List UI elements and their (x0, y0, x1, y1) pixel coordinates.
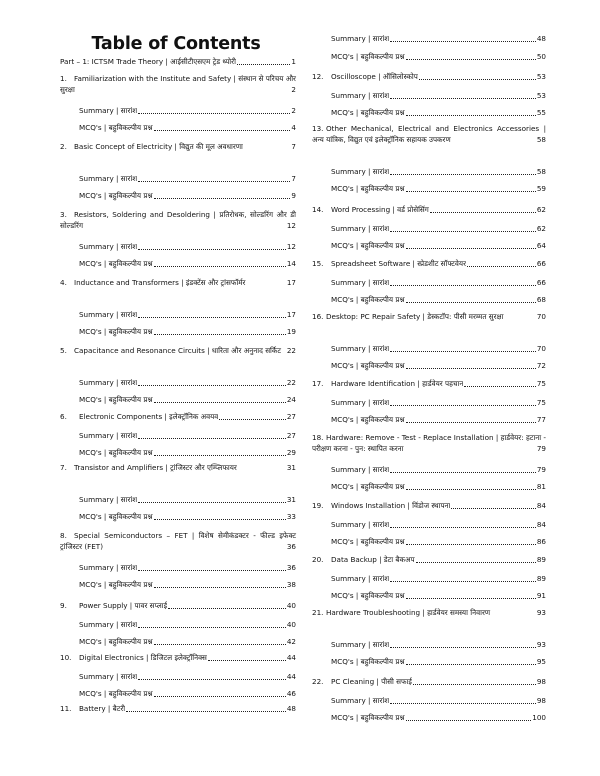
summary-entry-label: Summary | सारांश (79, 105, 138, 115)
dot-leader (406, 544, 536, 545)
dot-leader (406, 115, 536, 116)
mcq-entry-page: 42 (286, 636, 296, 646)
summary-entry-page: 93 (536, 639, 546, 649)
chapter-9-page: 40 (286, 600, 296, 610)
mcq-entry[interactable] (312, 107, 546, 118)
chapter-number: 18. (312, 433, 324, 442)
chapter-title: Resistors, Soldering and Desoldering | प्रतिरोधक, सोल्डरिंग और डी सोल्डरिंग (60, 210, 296, 230)
dot-leader (154, 696, 286, 697)
chapter-14-page: 62 (536, 204, 546, 214)
mcq-entry-label: MCQ's | बहुविकल्पीय प्रश्न (79, 447, 153, 457)
dot-leader (138, 679, 286, 680)
chapter-number: 13. (312, 124, 324, 133)
chapter-page: 79 (536, 443, 546, 453)
chapter-page: 31 (286, 463, 296, 472)
chapter-10[interactable] (60, 652, 296, 663)
summary-entry-page: 89 (536, 573, 546, 583)
chapter-10-page: 44 (286, 652, 296, 662)
chapter-3[interactable] (60, 210, 296, 231)
chapter-1[interactable] (60, 74, 296, 95)
chapter-title: Power Supply | पावर सप्लाई (79, 600, 168, 610)
mcq-entry[interactable] (312, 183, 546, 194)
mcq-entry-page: 38 (286, 579, 296, 589)
dot-leader (390, 703, 536, 704)
summary-entry-label: Summary | सारांश (331, 519, 390, 529)
mcq-entry[interactable] (60, 190, 296, 201)
chapter-title: Hardware Identification | हार्डवेयर पहचान (331, 378, 464, 388)
mcq-entry-label: MCQ's | बहुविकल्पीय प्रश्न (79, 579, 153, 589)
mcq-entry-label: MCQ's | बहुविकल्पीय प्रश्न (331, 712, 405, 722)
dot-leader (406, 422, 536, 423)
chapter-number: 5. (60, 346, 67, 355)
chapter-11-label (60, 704, 125, 715)
mcq-entry-page: 59 (536, 183, 546, 193)
chapter-title: Oscilloscope | ऑसिलोस्कोप (331, 71, 418, 81)
chapter-page: 12 (286, 220, 296, 230)
dot-leader (138, 627, 286, 628)
mcq-entry-page: 64 (536, 240, 546, 250)
summary-entry-page: 48 (536, 33, 546, 43)
chapter-number: 14. (312, 204, 324, 214)
chapter-number: 21. (312, 608, 324, 617)
chapter-title: PC Cleaning | पीसी सफाई (331, 676, 412, 686)
dot-leader (154, 402, 286, 403)
dot-leader (413, 684, 536, 685)
mcq-entry[interactable] (312, 590, 546, 601)
mcq-entry[interactable] (312, 294, 546, 305)
chapter-number: 11. (60, 703, 72, 713)
dot-leader (406, 302, 536, 303)
summary-entry-label: Summary | सारांश (331, 90, 390, 100)
summary-entry[interactable] (312, 90, 546, 101)
chapter-number: 2. (60, 142, 67, 151)
mcq-entry[interactable] (60, 326, 296, 337)
chapter-9-label (60, 601, 167, 612)
chapter-22-label (312, 677, 412, 688)
mcq-entry-label: MCQ's | बहुविकल्पीय प्रश्न (331, 240, 405, 250)
summary-entry-label: Summary | सारांश (79, 562, 138, 572)
chapter-title: Other Mechanical, Electrical and Electronics Accessories | अन्य यांत्रिक, विद्युत एवं इलेक्ट्रॉनिक सहायक उपकरण (312, 124, 546, 144)
summary-entry[interactable] (60, 671, 296, 682)
summary-entry-label: Summary | सारांश (79, 494, 138, 504)
dot-leader (390, 405, 536, 406)
mcq-entry-page: 55 (536, 107, 546, 117)
chapter-6[interactable] (60, 411, 296, 422)
dot-leader (138, 181, 290, 182)
dot-leader (390, 647, 536, 648)
summary-entry[interactable] (312, 397, 546, 408)
mcq-entry-page: 86 (536, 536, 546, 546)
summary-entry-label: Summary | सारांश (79, 173, 138, 183)
chapter-title: Special Semiconductors – FET | विशेष सेमीकंडक्टर - फील्ड इफेक्ट ट्रांजिस्टर (FET) (60, 531, 296, 551)
dot-leader (464, 386, 536, 387)
dot-leader (126, 711, 286, 712)
chapter-title: Transistor and Amplifiers | ट्रांजिस्टर और एम्प्लिफायर (74, 463, 237, 472)
summary-entry-page: 22 (286, 377, 296, 387)
mcq-entry-label: MCQ's | बहुविकल्पीय प्रश्न (331, 656, 405, 666)
chapter-number: 1. (60, 74, 67, 83)
summary-entry[interactable] (312, 223, 546, 234)
dot-leader (416, 562, 536, 563)
dot-leader (390, 98, 536, 99)
chapter-11[interactable] (60, 703, 296, 714)
mcq-entry-label: MCQ's | बहुविकल्पीय प्रश्न (79, 636, 153, 646)
dot-leader (467, 266, 536, 267)
chapter-19[interactable] (312, 500, 546, 511)
chapter-15-label (312, 259, 466, 270)
summary-entry-page: 66 (536, 277, 546, 287)
chapter-title: Spreadsheet Software | स्प्रेडशीट सॉफ्टवेयर (331, 258, 467, 268)
mcq-entry-page: 19 (286, 326, 296, 336)
chapter-title: Windows Installation | विंडोज स्थापना (331, 500, 451, 510)
chapter-number: 20. (312, 554, 324, 564)
chapter-title: Battery | बैटरी (79, 703, 126, 713)
chapter-title: Digital Electronics | डिजिटल इलेक्ट्रॉनिक्स (79, 652, 207, 662)
dot-leader (154, 266, 286, 267)
mcq-entry-label: MCQ's | बहुविकल्पीय प्रश्न (331, 107, 405, 117)
mcq-entry-label: MCQ's | बहुविकल्पीय प्रश्न (331, 590, 405, 600)
mcq-entry-page: 91 (536, 590, 546, 600)
mcq-entry-page: 29 (286, 447, 296, 457)
summary-entry-label: Summary | सारांश (79, 241, 138, 251)
chapter-7[interactable] (60, 463, 296, 474)
mcq-entry[interactable] (312, 240, 546, 251)
dot-leader (390, 285, 536, 286)
chapter-19-page: 84 (536, 500, 546, 510)
summary-entry-label: Summary | सारांश (79, 430, 138, 440)
chapter-14[interactable] (312, 204, 546, 215)
summary-entry[interactable] (312, 277, 546, 288)
mcq-entry-label: MCQ's | बहुविकल्पीय प्रश्न (331, 51, 405, 61)
mcq-entry-label: MCQ's | बहुविकल्पीय प्रश्न (79, 688, 153, 698)
dot-leader (419, 79, 536, 80)
mcq-entry-page: 72 (536, 360, 546, 370)
summary-entry-page: 40 (286, 619, 296, 629)
mcq-entry-label: MCQ's | बहुविकल्पीय प्रश्न (331, 294, 405, 304)
mcq-entry-label: MCQ's | बहुविकल्पीय प्रश्न (331, 360, 405, 370)
chapter-title: Familiarization with the Institute and Safety | संस्थान से परिचय और सुरक्षा (60, 74, 296, 94)
mcq-entry-page: 24 (286, 394, 296, 404)
dot-leader (406, 59, 536, 60)
mcq-entry[interactable] (312, 712, 546, 723)
summary-entry-page: 44 (286, 671, 296, 681)
mcq-entry-page: 9 (291, 190, 296, 200)
chapter-11-page: 48 (286, 703, 296, 713)
mcq-entry-page: 33 (286, 511, 296, 521)
chapter-number: 15. (312, 258, 324, 268)
chapter-14-label (312, 205, 429, 216)
mcq-entry[interactable] (60, 258, 296, 269)
summary-entry-label: Summary | सारांश (331, 166, 390, 176)
chapter-8[interactable] (60, 531, 296, 552)
mcq-entry[interactable] (312, 414, 546, 425)
summary-entry[interactable] (60, 430, 296, 441)
dot-leader (451, 508, 535, 509)
mcq-entry[interactable] (312, 481, 546, 492)
dot-leader (138, 317, 286, 318)
summary-entry[interactable] (60, 377, 296, 388)
chapter-4[interactable] (60, 278, 296, 289)
mcq-entry[interactable] (60, 688, 296, 699)
chapter-22-page: 98 (536, 676, 546, 686)
chapter-22[interactable] (312, 676, 546, 687)
dot-leader (406, 368, 536, 369)
chapter-12[interactable] (312, 71, 546, 82)
summary-entry-label: Summary | सारांश (331, 695, 390, 705)
mcq-entry[interactable] (312, 51, 546, 62)
chapter-21[interactable] (312, 608, 546, 619)
summary-entry-page: 53 (536, 90, 546, 100)
mcq-entry-page: 4 (291, 122, 296, 132)
summary-entry[interactable] (60, 309, 296, 320)
summary-entry-label: Summary | सारांश (79, 619, 138, 629)
chapter-number: 17. (312, 378, 324, 388)
chapter-number: 12. (312, 71, 324, 81)
summary-entry-label: Summary | सारांश (331, 397, 390, 407)
summary-entry[interactable] (312, 33, 546, 44)
dot-leader (208, 660, 286, 661)
mcq-entry-page: 14 (286, 258, 296, 268)
part-heading-page: 1 (291, 56, 296, 66)
summary-entry[interactable] (312, 695, 546, 706)
summary-entry-page: 62 (536, 223, 546, 233)
chapter-number: 7. (60, 463, 67, 472)
summary-entry-page: 7 (291, 173, 296, 183)
chapter-page: 70 (536, 312, 546, 321)
summary-entry-page: 84 (536, 519, 546, 529)
mcq-entry-label: MCQ's | बहुविकल्पीय प्रश्न (331, 414, 405, 424)
summary-entry[interactable] (60, 562, 296, 573)
chapter-page: 17 (286, 278, 296, 287)
dot-leader (138, 249, 286, 250)
summary-entry-label: Summary | सारांश (331, 639, 390, 649)
summary-entry-label: Summary | सारांश (331, 277, 390, 287)
dot-leader (154, 130, 291, 131)
dot-leader (138, 113, 290, 114)
summary-entry[interactable] (60, 105, 296, 116)
mcq-entry-page: 68 (536, 294, 546, 304)
mcq-entry[interactable] (60, 447, 296, 458)
dot-leader (390, 472, 536, 473)
mcq-entry-label: MCQ's | बहुविकल्पीय प्रश्न (79, 326, 153, 336)
chapter-15[interactable] (312, 258, 546, 269)
chapter-number: 16. (312, 312, 324, 321)
mcq-entry-label: MCQ's | बहुविकल्पीय प्रश्न (331, 536, 405, 546)
dot-leader (406, 248, 536, 249)
summary-entry-page: 2 (291, 105, 296, 115)
dot-leader (138, 438, 286, 439)
dot-leader (390, 231, 536, 232)
part-heading-label: Part – 1: ICTSM Trade Theory | आईसीटीएसएम ट्रेड थ्योरी (60, 56, 236, 66)
chapter-title: Basic Concept of Electricity | विद्युत की मूल अवधारणा (74, 142, 243, 151)
mcq-entry-label: MCQ's | बहुविकल्पीय प्रश्न (79, 122, 153, 132)
summary-entry-page: 17 (286, 309, 296, 319)
chapter-6-label (60, 412, 218, 423)
dot-leader (430, 212, 536, 213)
dot-leader (168, 608, 286, 609)
chapter-title: Word Processing | वर्ड प्रोसेसिंग (331, 204, 429, 214)
summary-entry-label: Summary | सारांश (331, 223, 390, 233)
chapter-5[interactable] (60, 346, 296, 357)
mcq-entry-page: 81 (536, 481, 546, 491)
dot-leader (406, 191, 536, 192)
summary-entry[interactable] (312, 573, 546, 584)
summary-entry-page: 75 (536, 397, 546, 407)
summary-entry-label: Summary | सारांश (331, 464, 390, 474)
summary-entry-label: Summary | सारांश (331, 343, 390, 353)
mcq-entry[interactable] (60, 636, 296, 647)
chapter-10-label (60, 653, 207, 664)
chapter-page: 93 (536, 608, 546, 617)
chapter-title: Desktop: PC Repair Safety | डेस्कटॉप: पीसी मरम्मत सुरक्षा (326, 312, 504, 321)
mcq-entry[interactable] (60, 394, 296, 405)
mcq-entry-label: MCQ's | बहुविकल्पीय प्रश्न (79, 511, 153, 521)
summary-entry[interactable] (60, 619, 296, 630)
dot-leader (406, 720, 532, 721)
dot-leader (138, 502, 286, 503)
summary-entry[interactable] (312, 519, 546, 530)
chapter-9[interactable] (60, 600, 296, 611)
chapter-page: 7 (291, 142, 296, 151)
mcq-entry-page: 46 (286, 688, 296, 698)
chapter-17-label (312, 379, 463, 390)
dot-leader (390, 174, 536, 175)
chapter-number: 10. (60, 652, 72, 662)
dot-leader (390, 41, 536, 42)
dot-leader (406, 598, 536, 599)
dot-leader (406, 489, 536, 490)
mcq-entry-label: MCQ's | बहुविकल्पीय प्रश्न (79, 190, 153, 200)
mcq-entry[interactable] (60, 579, 296, 590)
summary-entry-label: Summary | सारांश (79, 671, 138, 681)
dot-leader (406, 664, 536, 665)
chapter-page: 58 (536, 134, 546, 144)
summary-entry-page: 58 (536, 166, 546, 176)
chapter-20[interactable] (312, 554, 546, 565)
chapter-title: Hardware: Remove - Test - Replace Installation | हार्डवेयर: हटाना - परीक्षण करना - पुन: स्थापित करना (312, 433, 546, 453)
dot-leader (390, 581, 536, 582)
chapter-page: 22 (286, 346, 296, 355)
mcq-entry-page: 95 (536, 656, 546, 666)
chapter-number: 6. (60, 411, 67, 421)
chapter-title: Capacitance and Resonance Circuits | धारिता और अनुनाद सर्किट (74, 346, 282, 355)
dot-leader (138, 385, 286, 386)
summary-entry-label: Summary | सारांश (79, 377, 138, 387)
mcq-entry[interactable] (312, 536, 546, 547)
chapter-12-page: 53 (536, 71, 546, 81)
summary-entry-page: 31 (286, 494, 296, 504)
summary-entry-page: 27 (286, 430, 296, 440)
chapter-20-page: 89 (536, 554, 546, 564)
chapter-title: Inductance and Transformers | इंडक्टेंस और ट्रांसफॉर्मर (74, 278, 246, 287)
summary-entry[interactable] (312, 464, 546, 475)
chapter-12-label (312, 72, 418, 83)
dot-leader (154, 587, 286, 588)
chapter-18[interactable] (312, 433, 546, 454)
mcq-entry-page: 100 (532, 712, 546, 722)
chapter-page: 2 (291, 84, 296, 94)
page-title: Table of Contents (91, 34, 261, 54)
chapter-6-page: 27 (286, 411, 296, 421)
summary-entry-page: 12 (286, 241, 296, 251)
chapter-16[interactable] (312, 312, 546, 323)
part-heading[interactable] (60, 56, 296, 67)
summary-entry-page: 98 (536, 695, 546, 705)
chapter-number: 3. (60, 210, 67, 219)
mcq-entry[interactable] (312, 360, 546, 371)
summary-entry[interactable] (60, 173, 296, 184)
mcq-entry-page: 77 (536, 414, 546, 424)
chapter-title: Electronic Components | इलेक्ट्रॉनिक अवयव (79, 411, 219, 421)
dot-leader (154, 455, 286, 456)
summary-entry-page: 36 (286, 562, 296, 572)
mcq-entry-label: MCQ's | बहुविकल्पीय प्रश्न (331, 183, 405, 193)
chapter-number: 22. (312, 676, 324, 686)
mcq-entry-label: MCQ's | बहुविकल्पीय प्रश्न (331, 481, 405, 491)
mcq-entry-label: MCQ's | बहुविकल्पीय प्रश्न (79, 394, 153, 404)
chapter-title: Data Backup | डेटा बैकअप (331, 554, 415, 564)
summary-entry[interactable] (60, 494, 296, 505)
dot-leader (138, 570, 286, 571)
mcq-entry[interactable] (60, 122, 296, 133)
dot-leader (219, 419, 286, 420)
chapter-13[interactable] (312, 124, 546, 145)
chapter-number: 19. (312, 500, 324, 510)
mcq-entry[interactable] (60, 511, 296, 522)
chapter-number: 8. (60, 531, 67, 540)
chapter-20-label (312, 555, 415, 566)
chapter-title: Hardware Troubleshooting | हार्डवेयर समस्या निवारण (326, 608, 491, 617)
summary-entry[interactable] (312, 639, 546, 650)
summary-entry[interactable] (312, 343, 546, 354)
mcq-entry[interactable] (312, 656, 546, 667)
chapter-2[interactable] (60, 142, 296, 153)
chapter-17-page: 75 (536, 378, 546, 388)
summary-entry-page: 79 (536, 464, 546, 474)
chapter-17[interactable] (312, 378, 546, 389)
dot-leader (390, 527, 536, 528)
summary-entry-label: Summary | सारांश (79, 309, 138, 319)
chapter-number: 9. (60, 600, 67, 610)
dot-leader (154, 334, 286, 335)
summary-entry-label: Summary | सारांश (331, 33, 390, 43)
summary-entry[interactable] (312, 166, 546, 177)
summary-entry-page: 70 (536, 343, 546, 353)
dot-leader (390, 351, 536, 352)
chapter-number: 4. (60, 278, 67, 287)
dot-leader (237, 64, 290, 65)
chapter-15-page: 66 (536, 258, 546, 268)
chapter-19-label (312, 501, 450, 512)
summary-entry-label: Summary | सारांश (331, 573, 390, 583)
dot-leader (154, 519, 286, 520)
summary-entry[interactable] (60, 241, 296, 252)
dot-leader (154, 644, 286, 645)
mcq-entry-page: 50 (536, 51, 546, 61)
dot-leader (154, 198, 291, 199)
mcq-entry-label: MCQ's | बहुविकल्पीय प्रश्न (79, 258, 153, 268)
chapter-page: 36 (286, 541, 296, 551)
